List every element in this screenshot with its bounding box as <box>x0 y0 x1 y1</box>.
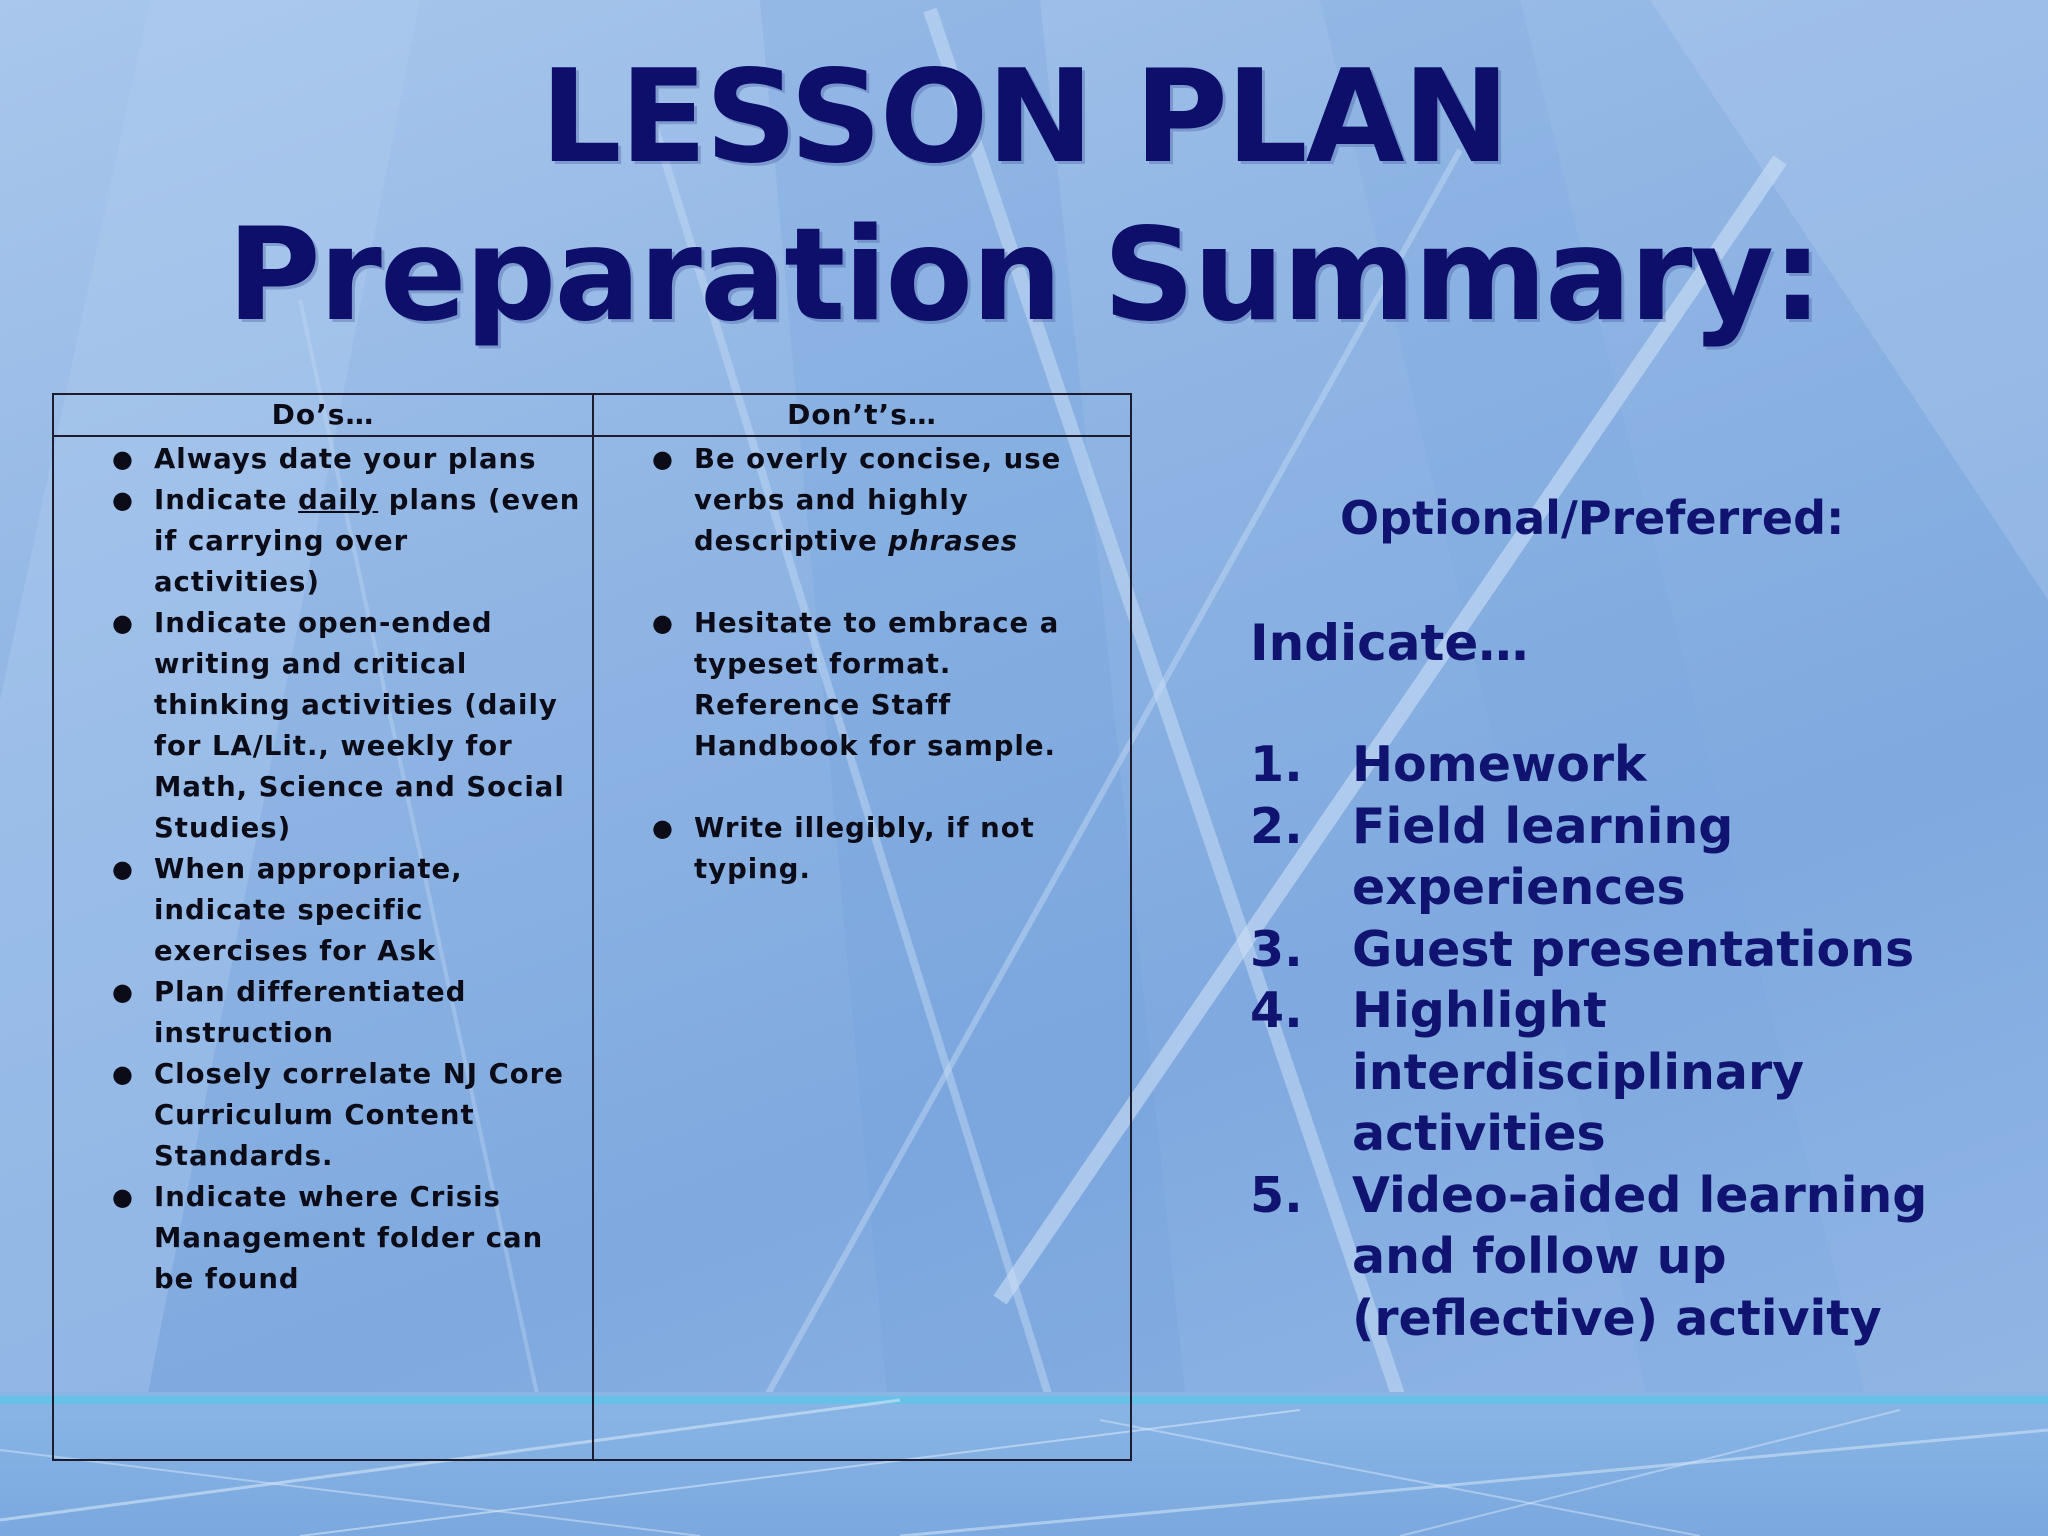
bullet-icon: ● <box>112 486 134 514</box>
bullet-text: Closely correlate NJ Core Curriculum Content Standards. <box>154 1058 564 1172</box>
bullet-text: Plan differentiated instruction <box>154 976 467 1049</box>
bullet-icon: ● <box>112 1060 134 1088</box>
title-line-2: Preparation Summary: <box>226 201 1822 350</box>
bullet-item <box>54 439 592 480</box>
bullet-text: Hesitate to embrace a typeset format. Reference Staff Handbook for sample. <box>694 607 1060 762</box>
optional-item <box>1250 796 2030 919</box>
optional-item <box>1250 980 2030 1165</box>
optional-list <box>1250 734 2030 1349</box>
optional-item <box>1250 1165 2030 1350</box>
bullet-icon: ● <box>652 814 674 842</box>
bullet-icon: ● <box>112 1183 134 1211</box>
bullet-item <box>594 808 1130 890</box>
bullet-text: Indicate <box>154 484 299 516</box>
bullet-text: Write illegibly, if not typing. <box>694 812 1035 885</box>
bullet-icon: ● <box>112 609 134 637</box>
bullet-text: daily <box>298 484 379 516</box>
bullet-text: plans (even if carrying over activities) <box>154 484 581 598</box>
bullet-item <box>54 1054 592 1177</box>
bullet-item <box>54 849 592 972</box>
item-number: 5. <box>1250 1166 1303 1224</box>
bullet-text: Be overly concise, use verbs and highly descriptive <box>694 443 1062 557</box>
optional-heading: Optional/Preferred: <box>1340 491 1845 545</box>
item-text: Video-aided learning and follow up (reflective) activity <box>1352 1166 1928 1347</box>
dos-list <box>54 437 592 1300</box>
item-text: Field learning experiences <box>1352 797 1734 916</box>
dos-header: Do’s… <box>54 395 592 437</box>
item-number: 3. <box>1250 920 1303 978</box>
dos-donts-table <box>52 393 1132 1461</box>
bullet-text: Always date your plans <box>154 443 537 475</box>
item-text: Guest presentations <box>1352 920 1915 978</box>
dos-column <box>54 395 592 1459</box>
bullet-item <box>54 480 592 603</box>
bullet-text: Indicate open-ended writing and critical thinking activities (daily for LA/Lit., weekly for Math, Science and Social Studies) <box>154 607 565 844</box>
bullet-item <box>54 1177 592 1300</box>
donts-column <box>592 395 1130 1459</box>
bullet-icon: ● <box>112 855 134 883</box>
item-number: 2. <box>1250 797 1303 855</box>
bullet-icon: ● <box>652 609 674 637</box>
item-text: Highlight interdisciplinary activities <box>1352 982 1805 1162</box>
item-number: 4. <box>1250 982 1303 1039</box>
donts-header: Don’t’s… <box>594 395 1130 437</box>
title-line-1: LESSON PLAN <box>540 43 1508 192</box>
bullet-item <box>594 439 1130 562</box>
bullet-icon: ● <box>112 978 134 1006</box>
bullet-icon: ● <box>652 445 674 473</box>
bullet-icon: ● <box>112 445 134 473</box>
item-number: 1. <box>1250 736 1303 793</box>
bullet-text: When appropriate, indicate specific exercises for Ask <box>154 853 463 967</box>
optional-item <box>1250 919 2030 981</box>
bullet-text: Indicate where Crisis Management folder can be found <box>154 1181 544 1295</box>
optional-item <box>1250 734 2030 796</box>
bullet-item <box>54 972 592 1054</box>
indicate-label: Indicate… <box>1250 614 1529 672</box>
item-text: Homework <box>1352 736 1647 793</box>
bullet-item <box>594 603 1130 767</box>
bullet-text: phrases <box>888 525 1019 557</box>
donts-list <box>594 437 1130 890</box>
bullet-item <box>54 603 592 849</box>
